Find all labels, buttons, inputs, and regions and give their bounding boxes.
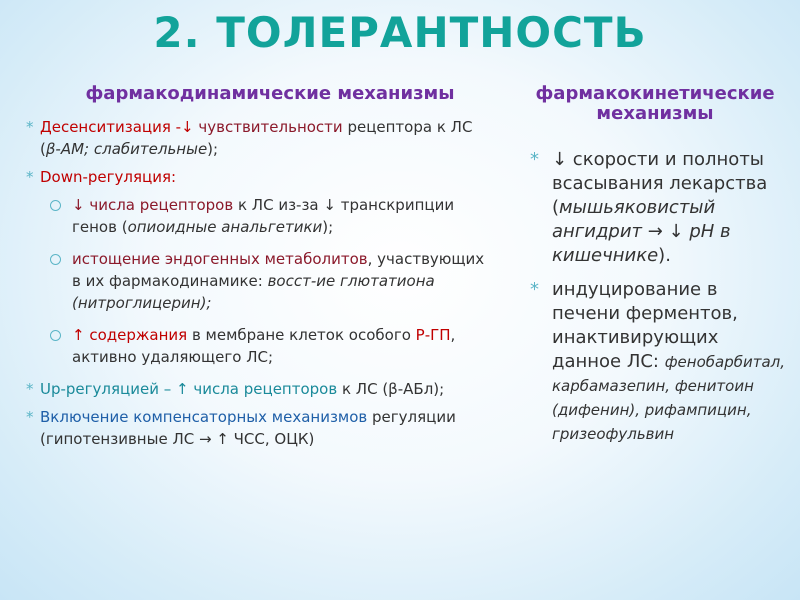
asterisk-bullet-icon: *: [530, 149, 539, 170]
bullet-text: ↓ скорости и полноты всасывания лекарства (: [552, 149, 768, 218]
bullet-desensitization: [24, 116, 494, 160]
example-text: восст-ие глютатиона (нитроглицерин);: [72, 272, 435, 312]
bullet-text: к ЛС из-за ↓ транскрипции генов (: [72, 196, 455, 236]
bullet-enzyme-induction: [528, 278, 790, 446]
bullet-absorption: [528, 148, 790, 268]
bullet-up-regulation: [24, 378, 494, 400]
bullet-text: , активно удаляющего ЛС;: [72, 326, 456, 366]
left-column-heading: фармакодинамические механизмы: [85, 83, 455, 104]
circle-bullet-icon: [50, 200, 61, 211]
down-arrow: ↓: [181, 118, 194, 136]
example-drugs-text: фенобарбитал, карбамазепин, фенитоин (дифенин), рифампицин, гризеофульвин: [552, 353, 786, 443]
example-text: β-АМ; слабительные: [45, 140, 208, 158]
bullet-text: );: [322, 218, 334, 236]
down-regulation-term: Down-регуляция:: [40, 168, 177, 186]
metabolite-term: истощение эндогенных метаболитов: [72, 250, 368, 268]
bullet-text: );: [207, 140, 219, 158]
bullet-text: , участвующих в их фармакодинамике:: [72, 250, 485, 290]
example-text: мышьяковистый ангидрит → ↓ рН в кишечнике: [552, 197, 731, 266]
bullet-text: индуцирование в печени ферментов, инактивирующих данное ЛС:: [552, 279, 738, 372]
compensatory-term: Включение компенсаторных механизмов: [40, 408, 368, 426]
pgp-term: Р-ГП: [415, 326, 451, 344]
circle-bullet-icon: [50, 330, 61, 341]
asterisk-bullet-icon: *: [26, 408, 34, 426]
sensitivity-term: чувствительности: [193, 118, 343, 136]
right-column-heading: фармакокинетические механизмы: [535, 83, 775, 124]
desensitization-term: Десенситизация -: [40, 118, 182, 136]
bullet-text: в мембране клеток особого: [187, 326, 416, 344]
slide-title: 2. ТОЛЕРАНТНОСТЬ: [153, 8, 647, 57]
subbullet-metabolite-depletion: [24, 248, 494, 314]
bullet-compensatory: [24, 406, 494, 450]
receptor-count-term: ↓ числа рецепторов: [72, 196, 234, 214]
left-column: [24, 116, 494, 456]
bullet-text: регуляции (гипотензивные ЛС → ↑ ЧСС, ОЦК): [40, 408, 456, 448]
example-text: опиоидные анальгетики: [127, 218, 323, 236]
asterisk-bullet-icon: *: [26, 380, 34, 398]
asterisk-bullet-icon: *: [530, 279, 539, 300]
bullet-text: к ЛС (β-АБл);: [337, 380, 445, 398]
subbullet-pgp-content: [24, 324, 494, 368]
subbullet-receptor-count: [24, 194, 494, 238]
asterisk-bullet-icon: *: [26, 168, 34, 186]
bullet-text: рецептора к ЛС (: [40, 118, 473, 158]
bullet-down-regulation: [24, 166, 494, 188]
asterisk-bullet-icon: *: [26, 118, 34, 136]
up-regulation-term: Up-регуляцией – ↑ числа рецепторов: [40, 380, 338, 398]
circle-bullet-icon: [50, 254, 61, 265]
right-column: [528, 148, 790, 456]
content-term: ↑ содержания: [72, 326, 188, 344]
bullet-text: ).: [658, 245, 671, 266]
